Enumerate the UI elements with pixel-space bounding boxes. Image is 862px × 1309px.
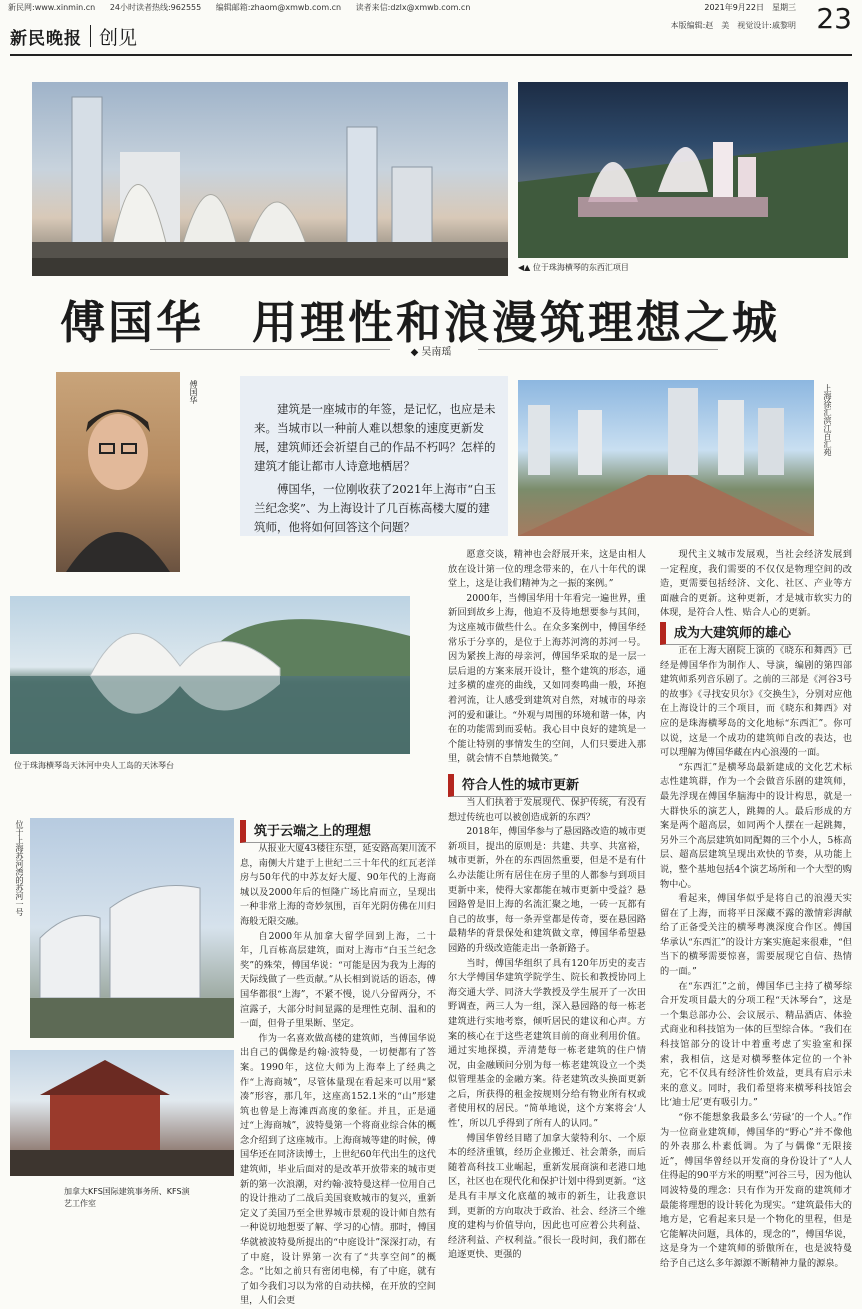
issue-date: 2021年9月22日 星期三	[704, 3, 796, 12]
col2-paragraph-5: 当时，傅国华组织了具有120年历史的麦吉尔大学傅国华建筑学院学生、院长和教授协同上海交通大学、同济大学教授及学生展开了一次田野调查，两三人为一组，深入悬园路的每一栋老建筑进行实地考察，倾听居民的建议和心声。方案的核心在于这些老建筑目前的商业利用价值。通过实地探摸，弄清楚每一栋老建筑的住户情况，由金融顾问分别为每一栋老建筑设立一个类似管理基金的金融方案。待老建筑改头换面更新之后，所获得的租金按规则分给有物业所有权或者使用权的居民。“简单地说，这个方案将会‘人性’，所以几乎得到了所有人的认同。”	[448, 957, 646, 1130]
col3-paragraph-6: “你不能想象我最多么‘劳碌’的一个人。”作为一位商业建筑师，傅国华的“野心”并不像他的外表那么朴素低调。为了与偶像“无限接近”，傅国华曾经以开发商的身份设计了“人人住得起的90平方米的明墅”河谷三号，因为他认同波特曼的理念：只有作为开发商的建筑师才最能将理想的设计转化为现实。“建筑最伟大的地方是，它看起来只是一个物化的里程，但是它能解决问题，具体的，现念的”，傅国华说，这是身为一个建筑师的骄傲所在，也是波特曼给予自己这么多年源源不断精神力量的源泉。	[660, 1112, 852, 1269]
section-name: 创见	[99, 26, 138, 49]
col3-paragraph-1: 现代主义城市发展观，当社会经济发展到一定程度，我们需要的不仅仅是物理空间的改造，更需要包括经济、文化、社区、产业等方面融合的更新。这种更新，才是城市软实力的体现，是符合人性、贴合人心的更新。	[660, 549, 852, 619]
suzhou-illustration	[30, 818, 234, 1038]
kfs-photo	[10, 1050, 234, 1176]
masthead	[10, 20, 137, 52]
portrait-photo	[56, 372, 180, 572]
tower-render-illustration	[32, 82, 508, 276]
paper-name: 新民晚报	[10, 28, 82, 49]
lead-paragraph-2: 傅国华，一位刚收获了2021年上海市“白玉兰纪念奖”、为上海设计了几百栋高楼大厦的建筑师，他将如何回答这个问题？	[254, 482, 497, 534]
lake-caption: 位于珠海横琴岛天沐河中央人工岛的天沐琴台	[14, 761, 174, 770]
col3-paragraph-5: 在“东西汇”之前，傅国华已主持了横琴综合开发项目最大的分项工程“天沐琴台”，这是一个集总部办公、会议展示、精品酒店、体验式商业和科技馆为一体的巨型综合体。“我们在科技馆部分的设计中着重考虑了实验室和探索，我相信，这是对横琴整体定位的一个补充，它不仅具有经济性价效益，更具有启示未来的意义。同时，我们希望将来横琴科技馆会比‘迪士尼’更有吸引力。”	[660, 980, 852, 1109]
portrait-caption: 傅国华	[189, 380, 198, 404]
lake-photo	[10, 596, 410, 754]
lead-paragraph-1: 建筑是一座城市的年签，是记忆，也应是未来。当城市以一种前人难以想象的速度更新发展，建筑师还会祈望自己的作品不朽吗？怎样的建筑才能让都市人诗意地栖居？	[254, 402, 496, 473]
top-left-photo	[32, 82, 508, 276]
col1-paragraph-3: 作为一名喜欢做高楼的建筑师，当傅国华说出自己的偶像是约翰·波特曼，一切便都有了答案。1990年，这位大师为上海奉上了经典之作“上海商城”，尽管体量现在看起来可以用“紧凑”形容，那几年，这座高152.1米的“山”形建筑也曾是上海滩西高度的象征。并且，正是通过“上海商城”，波特曼第一个将商业综合体的概念介绍到了这座城市。上海商城等建的时候，傅国华还在同济读博士，上世纪60年代出生的这代建筑师，毕业后面对的是改革开放带来的城市更新的第一次浪潮，对约翰·波特曼这样一位用自己的设计推动了二战后美国衰败城市的复兴，重新定义了美国乃至全世界城市景观的设计师自然有一种说切地想要了解、学习的心情。那时，傅国华就被波特曼所提出的“中庭设计”深深打动，有了中庭，设计界第一次有了“共享空间”的概念。“比如之前只有密闭电梯，有了中庭，就有了如今我们习以为常的自动扶梯，在开放的空间里，人们会更	[240, 1032, 436, 1307]
byline: ◆ 吴南瑶	[410, 347, 452, 358]
col2-paragraph-3: 当人们执着于发展现代、保护传统，有没有想过传统也可以被创造成新的东西？	[448, 797, 646, 823]
editor-email[interactable]: 编辑邮箱:zhaom@xmwb.com.cn	[215, 3, 342, 12]
subhead-clouds: 筑于云端之上的理想	[240, 820, 436, 843]
reader-mail[interactable]: 读者来信:dzlx@xmwb.com.cn	[355, 3, 471, 12]
col2-paragraph-2: 2000年，当傅国华用十年看完一遍世界，重新回到故乡上海，他迫不及待地想要参与其间，为这座城市做些什么。在众多案例中，傅国华经常乐于分享的，是位于上海苏河湾的苏河一号。因为紧挨上海的母亲河，傅国华采取的是一层一层后退的方案来展开设计，整个建筑的形态，通过多横的虚亮的曲线，又如同奏鸣曲一般，环抱着河流，让人感受到建筑对自然，对城市的母亲河的爱和谦让。“外观与周围的环境和谐一体，内在的功能需到而妥帖。我心目中良好的建筑是一个能让特别的事情发生的空间，人们只要进入那里，就会情不自禁地微笑。”	[448, 592, 646, 765]
kfs-caption: 加拿大KFS国际建筑事务所、KFS演艺工作室	[64, 1187, 190, 1208]
page-number: 23	[816, 2, 852, 35]
kfs-illustration	[10, 1050, 234, 1176]
top-right-photo	[518, 82, 848, 258]
riverside-caption: 上海徐汇滨江百汇苑	[823, 384, 832, 456]
header-rule	[10, 54, 852, 56]
col3-paragraph-2: 正在上海大剧院上演的《晓东和舞西》已经是傅国华作为制作人、导演，编剧的第四部建筑师系列音乐剧了。之前的三部是《河谷3号的故事》《寻找安贝尔》《交换生》，分别对应他在上海设计的三个项目，而《晓东和舞西》对应的是珠海横琴岛的文化地标“东西汇”。你可以说，这是一个成功的建筑师自改的表达，也可以理解为傅国华藏在内心浪漫的一面。	[660, 645, 852, 759]
suzhou-photo	[30, 818, 234, 1038]
portrait-illustration	[56, 372, 180, 572]
text-column-3-bottom	[660, 644, 852, 1272]
col2-paragraph-6: 傅国华曾经目睹了加拿大蒙特利尔、一个原本的经济重镇，经历企业搬迁、社会萧条，而后随着高科技工业崛起，重新发展商演和老港口地区，社区也在现代化和保护计划中得到更新。“这是具有丰厚文化底蕴的城市的新生，让我意识到，更新的方向取决于政治、社会、经济三个维度的建构与价值导向，因此也可应着公共利益、经济利益、产权利益。”很长一段时间，我们都在追逐更快、更强的	[448, 1132, 646, 1261]
text-column-2-bottom	[448, 796, 646, 1272]
col1-paragraph-1: 从报业大厦43楼往东望，延安路高架川流不息，南侧大片建于上世纪二三十年代的红瓦老洋房与50年代的中苏友好大厦、90年代的上海商城以及2000年后的恒隆广场比肩而立，呈现出一种非常上海的奇妙氛围，百年光阴仿佛在川归海般无限交融。	[240, 843, 436, 927]
text-column-3-top	[660, 548, 852, 619]
col3-paragraph-3: “东西汇”是横琴岛最新建成的文化艺术标志性建筑群，作为一个会做音乐剧的建筑师，最先浮现在傅国华脑海中的设计构思，就是一大群快乐的演艺人，跳舞的人。最后形成的方案是两个超高层，如同两个人摆在一起跳舞，另外三个高层建筑如同配舞的三个小人，5栋高层、超高层建筑呈现出欢快的节奏，从功能上说，整个基地包括4个演艺场所和一个大型的购物中心。	[660, 761, 852, 890]
subhead-ambition: 成为大建筑师的雄心	[660, 622, 852, 645]
hotline: 24小时读者热线:962555	[109, 3, 202, 12]
col1-paragraph-2: 自2000年从加拿大留学回到上海，二十年，几百栋高层建筑，面对上海市“白玉兰纪念奖”的殊荣，傅国华说：“可能是因为我为上海的天际线做了一些贡献。”从长相到说话的语态，傅国华都很“上海”，不紧不慢，说八分留两分，不渲露子，大部分时间显露的是理性克制、温和的一面，但骨子里果断、坚定。	[240, 930, 436, 1030]
text-column-1	[240, 842, 436, 1307]
site-url[interactable]: 新民网:www.xinmin.cn	[8, 3, 96, 12]
lead-box	[240, 376, 508, 536]
col2-paragraph-4: 2018年，傅国华参与了悬园路改造的城市更新项目，提出的原则是：共建、共享、共富裕，城市更新，外在的东西固然重要，但是不是有什么办法能让所有居住在房子里的人都参与到项目更新中来，使得大家都能在城市更新中受益？悬园路曾是旧上海的名流汇聚之地，一砖一瓦都有自己的故事，每一条弄堂都是传奇，要在悬园路最精华的背景保处和建筑做文章，傅国华希望悬园路的升级改造能走出一条新路子。	[448, 826, 646, 954]
top-right-caption: ◀▲ 位于珠海横琴的东西汇项目	[518, 263, 629, 272]
suzhou-caption: 位于上海苏河湾的苏河一号	[15, 820, 24, 916]
text-column-2-top	[448, 548, 646, 768]
aerial-render-illustration	[518, 82, 848, 258]
subhead-renewal: 符合人性的城市更新	[448, 774, 646, 797]
lake-illustration	[10, 596, 410, 754]
article-title: 傅国华 用理性和浪漫筑理想之城	[60, 296, 781, 349]
riverside-photo	[518, 380, 814, 536]
editors-credit: 本版编辑:赵 美 视觉设计:戚黎明	[670, 21, 796, 30]
col3-paragraph-4: 看起来，傅国华似乎是将自己的浪漫天实留在了上海，而将平日深藏不露的激情彩湃献给了正备受关注的横琴粤澳深度合作区。傅国华承认“东西汇”的设计方案实施起来很难，“但当下的横琴需要惊喜，需要展现它自信、热情的一面。”	[660, 893, 852, 978]
riverside-illustration	[518, 380, 814, 536]
col2-paragraph-1: 愿意交谈，精神也会舒展开来，这是由相人放在设计第一位的理念带来的，在八十年代的课堂上，这是让我们精神为之一振的案例。”	[448, 549, 646, 590]
masthead-divider	[90, 25, 91, 47]
